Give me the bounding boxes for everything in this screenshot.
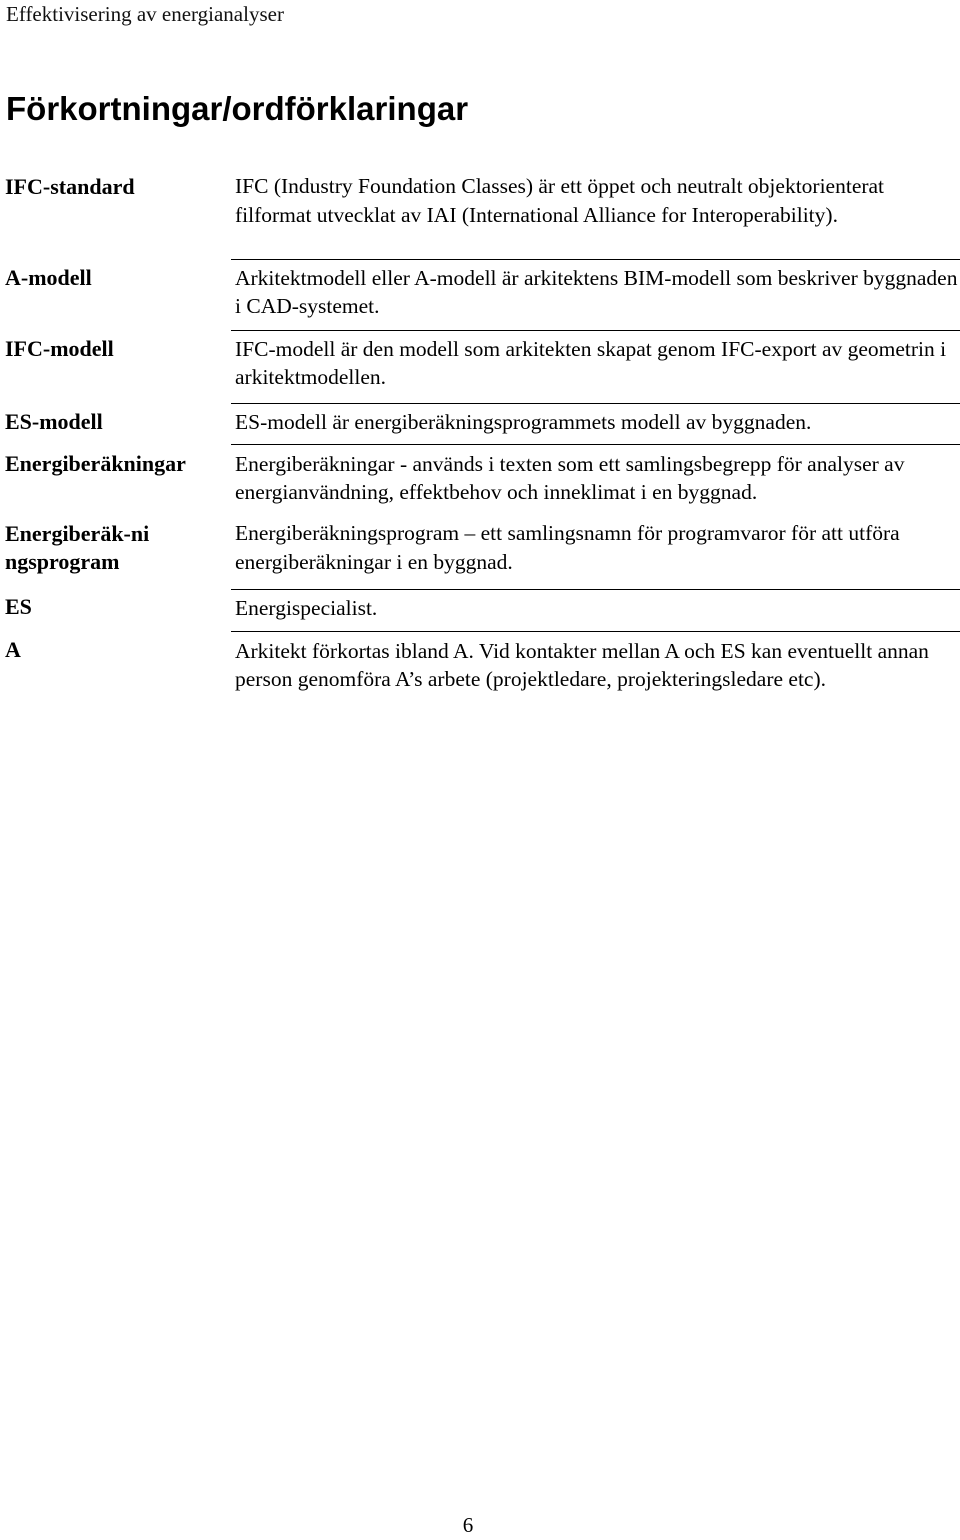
glossary-row (0, 444, 960, 517)
glossary-term: A (5, 637, 21, 662)
glossary-row (0, 259, 960, 330)
glossary-definition: IFC-modell är den modell som arkitekten skapat genom IFC-export av geometrin i arkitektmodellen. (231, 330, 960, 403)
glossary-row (0, 403, 960, 444)
page-number: 6 (462, 1513, 474, 1537)
glossary-term-text: Energiberäk-ningsprogram (5, 521, 150, 574)
glossary-term: IFC-modell (5, 336, 114, 361)
glossary-definition: IFC (Industry Foundation Classes) är ett öppet och neutralt objektorienterat filformat utvecklat av IAI (International Alliance for Interoperability). (231, 170, 960, 259)
running-header: Effektivisering av energianalyser (6, 2, 284, 26)
glossary-term: Energiberäkningar (5, 451, 186, 476)
glossary-definition: Energiberäkningar - används i texten som ett samlingsbegrepp för analyser av energianvändning, effektbehov och inneklimat i en byggnad. (235, 451, 905, 505)
glossary-row (0, 517, 960, 589)
glossary-definition: Arkitektmodell eller A-modell är arkitektens BIM-modell som beskriver byggnaden i CAD-systemet. (231, 259, 960, 330)
glossary-row (0, 589, 960, 631)
section-title: Förkortningar/ordförklaringar (6, 90, 469, 127)
glossary-table (0, 170, 960, 731)
glossary-term: A-modell (5, 265, 92, 290)
glossary-term: IFC-standard (5, 174, 135, 199)
glossary-term: ES (5, 594, 32, 619)
glossary-row (0, 330, 960, 403)
glossary-row (0, 631, 960, 731)
glossary-row (0, 170, 960, 259)
glossary-term: ES-modell (5, 409, 103, 434)
glossary-term (0, 517, 231, 589)
glossary-definition: Energiberäkningsprogram – ett samlingsnamn för programvaror för att utföra energiberäkningar i en byggnad. (231, 517, 960, 589)
glossary-definition: ES-modell är energiberäkningsprogrammets modell av byggnaden. (231, 403, 960, 444)
glossary-definition: Energispecialist. (231, 589, 960, 631)
glossary-definition: Arkitekt förkortas ibland A. Vid kontakter mellan A och ES kan eventuellt annan person genomföra A’s arbete (projektledare, projekteringsledare etc). (235, 638, 929, 692)
